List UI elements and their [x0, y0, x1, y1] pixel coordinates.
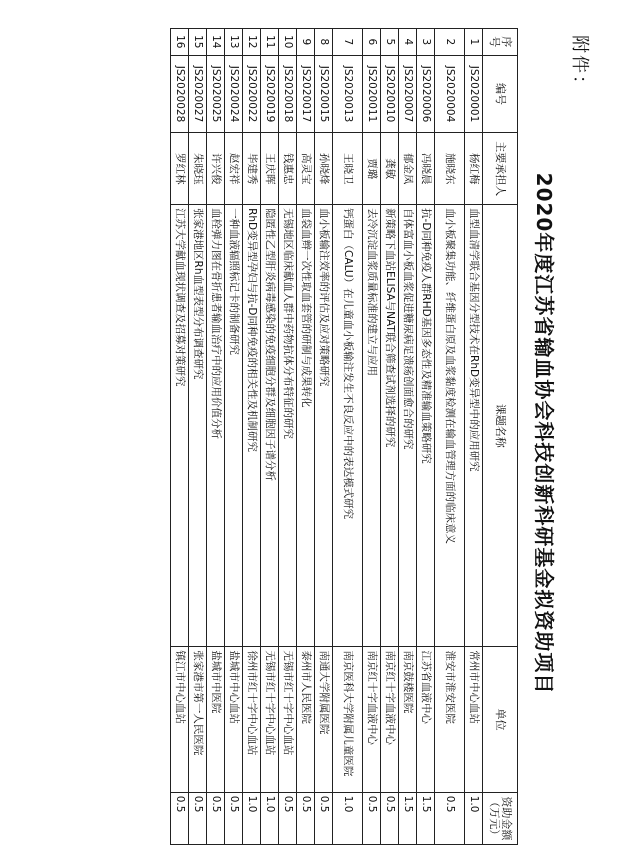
cell-unit: 张家港市第一人民医院: [189, 647, 207, 792]
table-row: [171, 29, 189, 845]
cell-no: 1: [465, 29, 483, 56]
cell-unit: 镇江市中心血站: [171, 647, 189, 792]
header-lead: 主要承担人: [483, 133, 518, 205]
cell-amount: 0.5: [171, 792, 189, 844]
cell-no: 10: [279, 29, 297, 56]
cell-unit: 南京红十字血液中心: [381, 647, 399, 792]
cell-lead: 杨红梅: [465, 133, 483, 205]
cell-lead: 王晓卫: [333, 133, 363, 205]
cell-code: JS2020024: [225, 55, 243, 133]
cell-code: JS2020027: [189, 55, 207, 133]
header-amount: 资助金额（万元）: [483, 792, 518, 844]
table-row: [189, 29, 207, 845]
cell-unit: 泰州市人民医院: [297, 647, 315, 792]
cell-topic: 江苏大学献血现状调查及招募对策研究: [171, 205, 189, 647]
cell-amount: 0.5: [363, 792, 381, 844]
cell-amount: 0.5: [207, 792, 225, 844]
cell-topic: 隐匿性乙型肝炎病毒感染的免疫细胞分群及细胞因子谱分析: [261, 205, 279, 647]
cell-lead: 郁金凤: [399, 133, 417, 205]
cell-topic: 血袋血辫一次性取血套管的研制与成果转化: [297, 205, 315, 647]
cell-no: 6: [363, 29, 381, 56]
cell-lead: 孙晓烽: [315, 133, 333, 205]
cell-amount: 0.5: [381, 792, 399, 844]
cell-topic: 抗-D同种免疫人群RHD基因多态性及精准输血策略研究: [417, 205, 435, 647]
cell-amount: 1.5: [399, 792, 417, 844]
cell-lead: 赵宏祥: [225, 133, 243, 205]
header-code: 编号: [483, 55, 518, 133]
cell-no: 2: [435, 29, 465, 56]
cell-amount: 0.5: [435, 792, 465, 844]
cell-no: 5: [381, 29, 399, 56]
cell-code: JS2020015: [315, 55, 333, 133]
cell-code: JS2020001: [465, 55, 483, 133]
cell-amount: 1.5: [417, 792, 435, 844]
cell-topic: 血型血清学联合基因分型技术在RhD变异型中的应用研究: [465, 205, 483, 647]
cell-no: 14: [207, 29, 225, 56]
cell-lead: 施晓东: [435, 133, 465, 205]
cell-no: 9: [297, 29, 315, 56]
cell-lead: 冯晓晨: [417, 133, 435, 205]
header-topic: 课题名称: [483, 205, 518, 647]
table-row: [243, 29, 261, 845]
cell-topic: 钙蛋白（CALU）在儿童血小板输注发生不良反应中的表达模式研究: [333, 205, 363, 647]
cell-unit: 江苏省血液中心: [417, 647, 435, 792]
table-row: [465, 29, 483, 845]
cell-no: 11: [261, 29, 279, 56]
cell-lead: 朱晓珏: [189, 133, 207, 205]
cell-topic: 无锡地区临床献血人群中药物抗体分布特征的研究: [279, 205, 297, 647]
table-row: [381, 29, 399, 845]
cell-code: JS2020006: [417, 55, 435, 133]
cell-lead: 王庆晖: [261, 133, 279, 205]
cell-amount: 0.5: [189, 792, 207, 844]
cell-code: JS2020022: [243, 55, 261, 133]
header-unit: 单位: [483, 647, 518, 792]
cell-unit: 常州市中心血站: [465, 647, 483, 792]
cell-lead: 罗红林: [171, 133, 189, 205]
cell-topic: 血栓弹力图在骨折患者输血治疗中的应用价值分析: [207, 205, 225, 647]
cell-unit: 南通大学附属医院: [315, 647, 333, 792]
cell-lead: 毕建秀: [243, 133, 261, 205]
funding-table: [170, 28, 518, 845]
cell-code: JS2020019: [261, 55, 279, 133]
table-row: [315, 29, 333, 845]
table-row: [417, 29, 435, 845]
table-row: [279, 29, 297, 845]
table-row: [207, 29, 225, 845]
cell-unit: 淮安市淮安医院: [435, 647, 465, 792]
cell-amount: 0.5: [315, 792, 333, 844]
table-row: [399, 29, 417, 845]
cell-unit: 徐州市红十字中心血站: [243, 647, 261, 792]
cell-amount: 0.5: [279, 792, 297, 844]
cell-code: JS2020011: [363, 55, 381, 133]
cell-lead: 许兴俊: [207, 133, 225, 205]
cell-code: JS2020018: [279, 55, 297, 133]
cell-no: 8: [315, 29, 333, 56]
cell-topic: 去冷沉淀血浆质量标准的建立与应用: [363, 205, 381, 647]
cell-no: 15: [189, 29, 207, 56]
cell-code: JS2020025: [207, 55, 225, 133]
cell-amount: 1.0: [465, 792, 483, 844]
cell-topic: 一种血液辐照标记卡的制备研究: [225, 205, 243, 647]
table-row: [225, 29, 243, 845]
cell-lead: 龚敏: [381, 133, 399, 205]
cell-amount: 0.5: [297, 792, 315, 844]
cell-code: JS2020017: [297, 55, 315, 133]
cell-amount: 1.0: [261, 792, 279, 844]
cell-unit: 盐城市中医院: [207, 647, 225, 792]
cell-amount: 0.5: [225, 792, 243, 844]
table-row: [261, 29, 279, 845]
cell-unit: 无锡市红十字中心血站: [279, 647, 297, 792]
cell-unit: 南京鼓楼医院: [399, 647, 417, 792]
cell-amount: 1.0: [243, 792, 261, 844]
table-header-row: [483, 29, 518, 845]
cell-topic: 血小板输注效率的评估及应对策略研究: [315, 205, 333, 647]
attachment-label: 附件：: [569, 35, 590, 95]
cell-no: 13: [225, 29, 243, 56]
cell-topic: 血小板聚集功能、纤维蛋白原及血浆黏度检测在输血管理方面的临床意义: [435, 205, 465, 647]
cell-topic: 新策略下血站ELISA与NAT联合筛查试剂选择的研究: [381, 205, 399, 647]
cell-lead: 钱惠忠: [279, 133, 297, 205]
cell-code: JS2020028: [171, 55, 189, 133]
cell-topic: 自体富血小板血浆促进糖尿病足溃疡创面愈合的研究: [399, 205, 417, 647]
table-row: [333, 29, 363, 845]
cell-code: JS2020013: [333, 55, 363, 133]
cell-no: 12: [243, 29, 261, 56]
cell-unit: 盐城市中心血站: [225, 647, 243, 792]
cell-no: 16: [171, 29, 189, 56]
cell-lead: 高灵宝: [297, 133, 315, 205]
cell-unit: 无锡市红十字中心血站: [261, 647, 279, 792]
cell-topic: 张家港地区Rh血型表型分布调查研究: [189, 205, 207, 647]
cell-unit: 南京红十字血液中心: [363, 647, 381, 792]
table-row: [363, 29, 381, 845]
table-body: [171, 29, 483, 845]
cell-code: JS2020007: [399, 55, 417, 133]
cell-no: 4: [399, 29, 417, 56]
cell-amount: 1.0: [333, 792, 363, 844]
document-title: 2020年度江苏省输血协会科技创新科研基金拟资助项目: [532, 172, 556, 695]
cell-code: JS2020010: [381, 55, 399, 133]
table-row: [435, 29, 465, 845]
table-container: [170, 28, 518, 845]
table-row: [297, 29, 315, 845]
cell-no: 3: [417, 29, 435, 56]
cell-lead: 贾璐: [363, 133, 381, 205]
cell-no: 7: [333, 29, 363, 56]
cell-topic: RhD变异型孕妇与抗-D同种免疫的相关性及机制研究: [243, 205, 261, 647]
cell-unit: 南京医科大学附属儿童医院: [333, 647, 363, 792]
header-no: 序号: [483, 29, 518, 56]
cell-code: JS2020004: [435, 55, 465, 133]
